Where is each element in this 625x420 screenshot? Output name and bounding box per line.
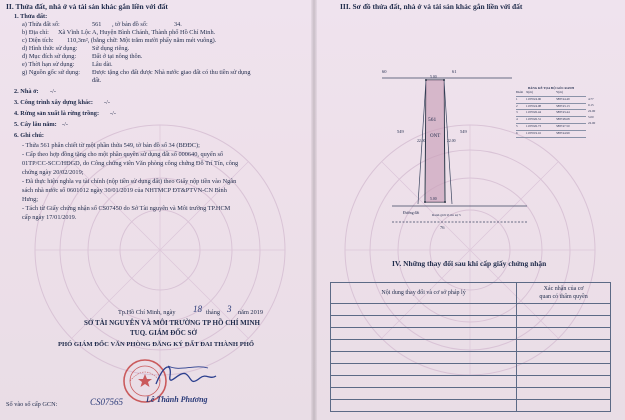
note-line: Hưng;	[22, 196, 39, 203]
issuing-organization: SỞ TÀI NGUYÊN VÀ MÔI TRƯỜNG TP HỒ CHÍ MINH	[84, 319, 260, 327]
table-cell: 588743.44	[556, 110, 570, 115]
table-row	[331, 328, 611, 340]
notes-label: 6. Ghi chú:	[14, 132, 44, 139]
note-line: - Cấp theo hợp đồng tặng cho một phần quyền sử dụng đất số 000640, quyển số	[22, 151, 224, 158]
note-line: - Tách từ Giấy chứng nhận số CS07450 do Sở Tài nguyên và Môi trường TP.HCM	[22, 205, 231, 212]
area-value: 110,3m², (bằng chữ: Một trăm mười phẩy năm mét vuông).	[67, 37, 217, 44]
note-line: chứng ngày 20/02/2019;	[22, 169, 84, 176]
table-cell: 1197026.31	[526, 117, 542, 122]
table-cell	[517, 316, 611, 328]
table-row	[331, 388, 611, 400]
table-cell	[331, 388, 517, 400]
note-line: sách nhà nước số 0601012 ngày 30/01/2019 của NHTMCP ĐT&PTVN-CN Bình	[22, 187, 227, 194]
table-cell: 3	[516, 110, 518, 115]
purpose-label: đ) Mục đích sử dụng:	[22, 53, 77, 60]
table-row	[331, 304, 611, 316]
table-cell: 2	[516, 103, 518, 108]
construction-label: 3. Công trình xây dựng khác:	[14, 99, 94, 106]
changes-confirm-header-line2: quan có thẩm quyền	[539, 294, 588, 300]
table-cell: 5	[516, 123, 518, 128]
sign-day: 18	[193, 304, 202, 314]
plan-land-code: ONT	[430, 134, 441, 139]
perennial-label: 5. Cây lâu năm:	[14, 121, 57, 128]
header-cell: X(m)	[526, 90, 533, 94]
table-row	[516, 110, 586, 117]
table-cell: 1197024.08	[526, 103, 542, 108]
origin-label: g) Nguồn gốc sử dụng:	[22, 69, 80, 76]
purpose-value: Đất ở tại nông thôn.	[92, 53, 143, 60]
section-ii-title: II. Thửa đất, nhà ở và tài sản khác gắn liền với đất	[6, 2, 168, 11]
side-length: 5.00	[588, 115, 594, 119]
table-cell: 588744.49	[556, 96, 570, 101]
house-value: -/-	[50, 88, 56, 95]
construction-value: -/-	[104, 99, 110, 106]
address-label: b) Địa chỉ:	[22, 29, 49, 36]
area-label: c) Diện tích:	[22, 37, 54, 44]
table-row	[331, 400, 611, 412]
table-cell	[331, 364, 517, 376]
table-row	[331, 364, 611, 376]
note-line: cấp ngày 17/01/2019.	[22, 214, 77, 221]
side-length: 0.15	[588, 103, 594, 107]
table-row	[516, 124, 586, 131]
term-value: Lâu dài.	[92, 61, 113, 68]
section-iv-title: IV. Những thay đổi sau khi cấp giấy chứng nhận	[392, 259, 547, 268]
coordinate-table-header	[516, 90, 586, 97]
table-cell	[331, 340, 517, 352]
table-cell	[331, 328, 517, 340]
side-length: 22.00	[588, 121, 596, 125]
table-cell: 588748.68	[556, 117, 570, 122]
note-line: 01TP/CC-SCC/HĐGD, do Công chứng viên Văn phòng công chứng Đỗ Trí Tín, công	[22, 160, 239, 167]
table-cell	[517, 340, 611, 352]
table-cell	[517, 376, 611, 388]
changes-table-header	[331, 283, 611, 304]
coordinate-table	[516, 86, 586, 138]
forest-label: 4. Rừng sản xuất là rừng trồng:	[14, 110, 100, 117]
page-fold	[311, 0, 317, 420]
table-row	[516, 131, 586, 138]
parcel-number: 561	[92, 21, 102, 28]
table-cell: 4	[516, 117, 518, 122]
changes-table	[330, 282, 611, 412]
table-cell: 1197026.44	[526, 110, 542, 115]
table-cell: 588744.99	[556, 130, 570, 135]
plan-boundary-label: Ranh giới lộ tín sự 5	[432, 213, 461, 217]
plan-neighbor-label: 549	[460, 129, 467, 134]
plan-neighbor-label: 60	[382, 69, 387, 74]
changes-confirm-header	[517, 283, 611, 304]
changes-content-header: Nội dung thay đổi và cơ sở pháp lý	[331, 283, 517, 304]
plan-dimension: 5.00	[430, 197, 437, 201]
section-iii-title: III. Sơ đồ thửa đất, nhà ở và tài sản khác gắn liền với đất	[340, 2, 523, 11]
plan-dimension: 22.00	[417, 139, 426, 143]
side-length: 22.00	[588, 109, 596, 113]
coordinate-table-title: BẢNG KÊ TỌA ĐỘ GÓC RANH	[528, 86, 574, 90]
sign-year: năm 2019	[238, 309, 264, 316]
sign-date-prefix: Tp.Hồ Chí Minh, ngày	[118, 309, 176, 316]
table-cell	[331, 376, 517, 388]
table-row	[331, 340, 611, 352]
sign-month: 3	[227, 304, 232, 314]
usage-form-value: Sử dụng riêng.	[92, 45, 130, 52]
table-cell	[517, 328, 611, 340]
table-cell: 1197024.06	[526, 96, 542, 101]
table-cell: 1197019.16	[526, 130, 542, 135]
table-cell	[517, 400, 611, 412]
table-row	[331, 376, 611, 388]
parcel-plan-diagram	[352, 56, 620, 248]
table-cell: 6	[516, 130, 518, 135]
table-cell: 588747.50	[556, 123, 570, 128]
parcel-label: a) Thửa đất số:	[22, 21, 60, 28]
plan-neighbor-label: 549	[397, 129, 404, 134]
map-sheet-number: 34.	[174, 21, 182, 28]
house-label: 2. Nhà ở:	[14, 88, 39, 95]
table-row	[331, 352, 611, 364]
header-cell: Điểm	[516, 90, 524, 94]
plan-dimension: 5.00	[430, 75, 437, 79]
note-line: - Đã thực hiện nghĩa vụ tài chính (nộp tiền sử dụng đất) theo Giấy nộp tiền vào Ngân	[22, 178, 237, 185]
header-cell: Y(m)	[556, 90, 563, 94]
origin-value-line1: Được tặng cho đất được Nhà nước giao đất có thu tiền sử dụng	[92, 69, 251, 76]
changes-confirm-header-line1: Xác nhận của cơ	[543, 286, 584, 292]
signature-icon	[150, 358, 220, 394]
signer-name: Lê Thành Phương	[146, 395, 208, 404]
plan-road-label: Đường đất	[403, 211, 420, 215]
origin-value-line2: đất.	[92, 77, 102, 84]
registry-label: Số vào sổ cấp GCN:	[6, 401, 58, 408]
table-cell: 1	[516, 96, 518, 101]
usage-form-label: d) Hình thức sử dụng:	[22, 45, 78, 52]
plan-neighbor-label: 76	[440, 225, 445, 230]
table-row	[516, 104, 586, 111]
table-cell: 588743.13	[556, 103, 570, 108]
plan-parcel-number: 561	[428, 117, 437, 123]
table-cell	[517, 352, 611, 364]
sign-month-label: tháng	[206, 309, 220, 316]
registry-number: CS07565	[90, 397, 124, 407]
signing-authority: TUQ. GIÁM ĐỐC SỞ	[130, 329, 197, 337]
term-label: e) Thời hạn sử dụng:	[22, 61, 75, 68]
note-line: - Thửa 561 phân chiết từ một phần thửa 549, tờ bản đồ số 34 (BĐĐC);	[22, 142, 200, 149]
table-cell	[331, 304, 517, 316]
plan-dimension: 22.00	[447, 139, 456, 143]
table-cell	[331, 352, 517, 364]
table-cell: 1197026.73	[526, 123, 542, 128]
table-cell	[517, 364, 611, 376]
table-cell	[517, 388, 611, 400]
table-cell	[331, 400, 517, 412]
table-cell	[331, 316, 517, 328]
table-row	[331, 316, 611, 328]
land-heading: 1. Thửa đất:	[14, 13, 48, 20]
table-row	[516, 97, 586, 104]
address-value: Xã Vĩnh Lộc A, Huyện Bình Chánh, Thành phố Hồ Chí Minh.	[58, 29, 216, 36]
table-cell	[517, 304, 611, 316]
table-row	[516, 117, 586, 124]
plan-neighbor-label: 61	[452, 69, 457, 74]
signer-title: PHÓ GIÁM ĐỐC VĂN PHÒNG ĐĂNG KÝ ĐẤT ĐAI THÀNH PHỐ	[58, 341, 254, 348]
side-length: 4.77	[588, 97, 594, 101]
map-sheet-label: , tờ bản đồ số:	[112, 21, 148, 28]
perennial-value: -/-	[62, 121, 68, 128]
forest-value: -/-	[110, 110, 116, 117]
